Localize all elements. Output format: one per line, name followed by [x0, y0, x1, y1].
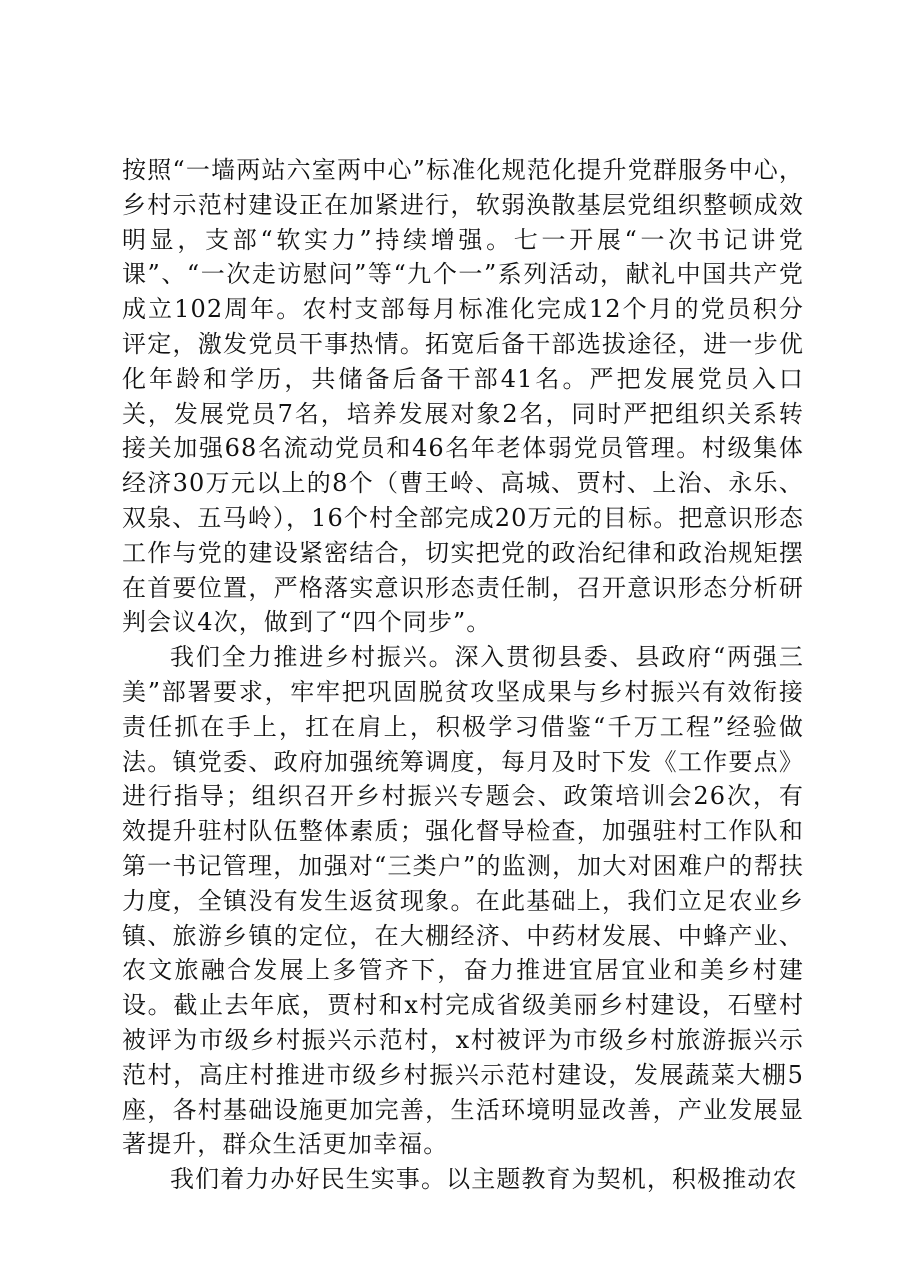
paragraph-livelihood: 我们着力办好民生实事。以主题教育为契机，积极推动农 [170, 1165, 798, 1194]
paragraph-rural-revitalization: 我们全力推进乡村振兴。深入贯彻县委、县政府“两强三美”部署要求，牢牢把巩固脱贫攻坚成果与乡村振兴有效衔接责任抓在手上，扛在肩上，积极学习借鉴“千万工程”经验做法。镇党委、政府加强统筹调度，每月及时下发《工作要点》进行指导；组织召开乡村振兴专题会、政策培训会26次，有效提升驻村队伍整体素质；强化督导检查，加强驻村工作队和第一书记管理，加强对“三类户”的监测，加大对困难户的帮扶力度，全镇没有发生返贫现象。在此基础上，我们立足农业乡镇、旅游乡镇的定位，在大棚经济、中药材发展、中蜂产业、农文旅融合发展上多管齐下，奋力推进宜居宜业和美乡村建设。截止去年底，贾村和x村完成省级美丽乡村建设，石壁村被评为市级乡村振兴示范村，x村被评为市级乡村旅游振兴示范村，高庄村推进市级乡村振兴示范村建设，发展蔬菜大棚5座，各村基础设施更加完善，生活环境明显改善，产业发展显著提升，群众生活更加幸福。 [122, 643, 804, 1159]
paragraph-party-building: 按照“一墙两站六室两中心”标准化规范化提升党群服务中心，乡村示范村建设正在加紧进行，软弱涣散基层党组织整顿成效明显，支部“软实力”持续增强。七一开展“一次书记讲党课”、“一次走访慰问”等“九个一”系列活动，献礼中国共产党成立102周年。农村支部每月标准化完成12个月的党员积分评定，激发党员干事热情。拓宽后备干部选拔途径，进一步优化年龄和学历，共储备后备干部41名。严把发展党员入口关，发展党员7名，培养发展对象2名，同时严把组织关系转接关加强68名流动党员和46名年老体弱党员管理。村级集体经济30万元以上的8个（曹王岭、高城、贾村、上治、永乐、双泉、五马岭），16个村全部完成20万元的目标。把意识形态工作与党的建设紧密结合，切实把党的政治纪律和政治规矩摆在首要位置，严格落实意识形态责任制，召开意识形态分析研判会议4次，做到了“四个同步”。 [122, 156, 804, 637]
document-body [122, 153, 804, 1197]
